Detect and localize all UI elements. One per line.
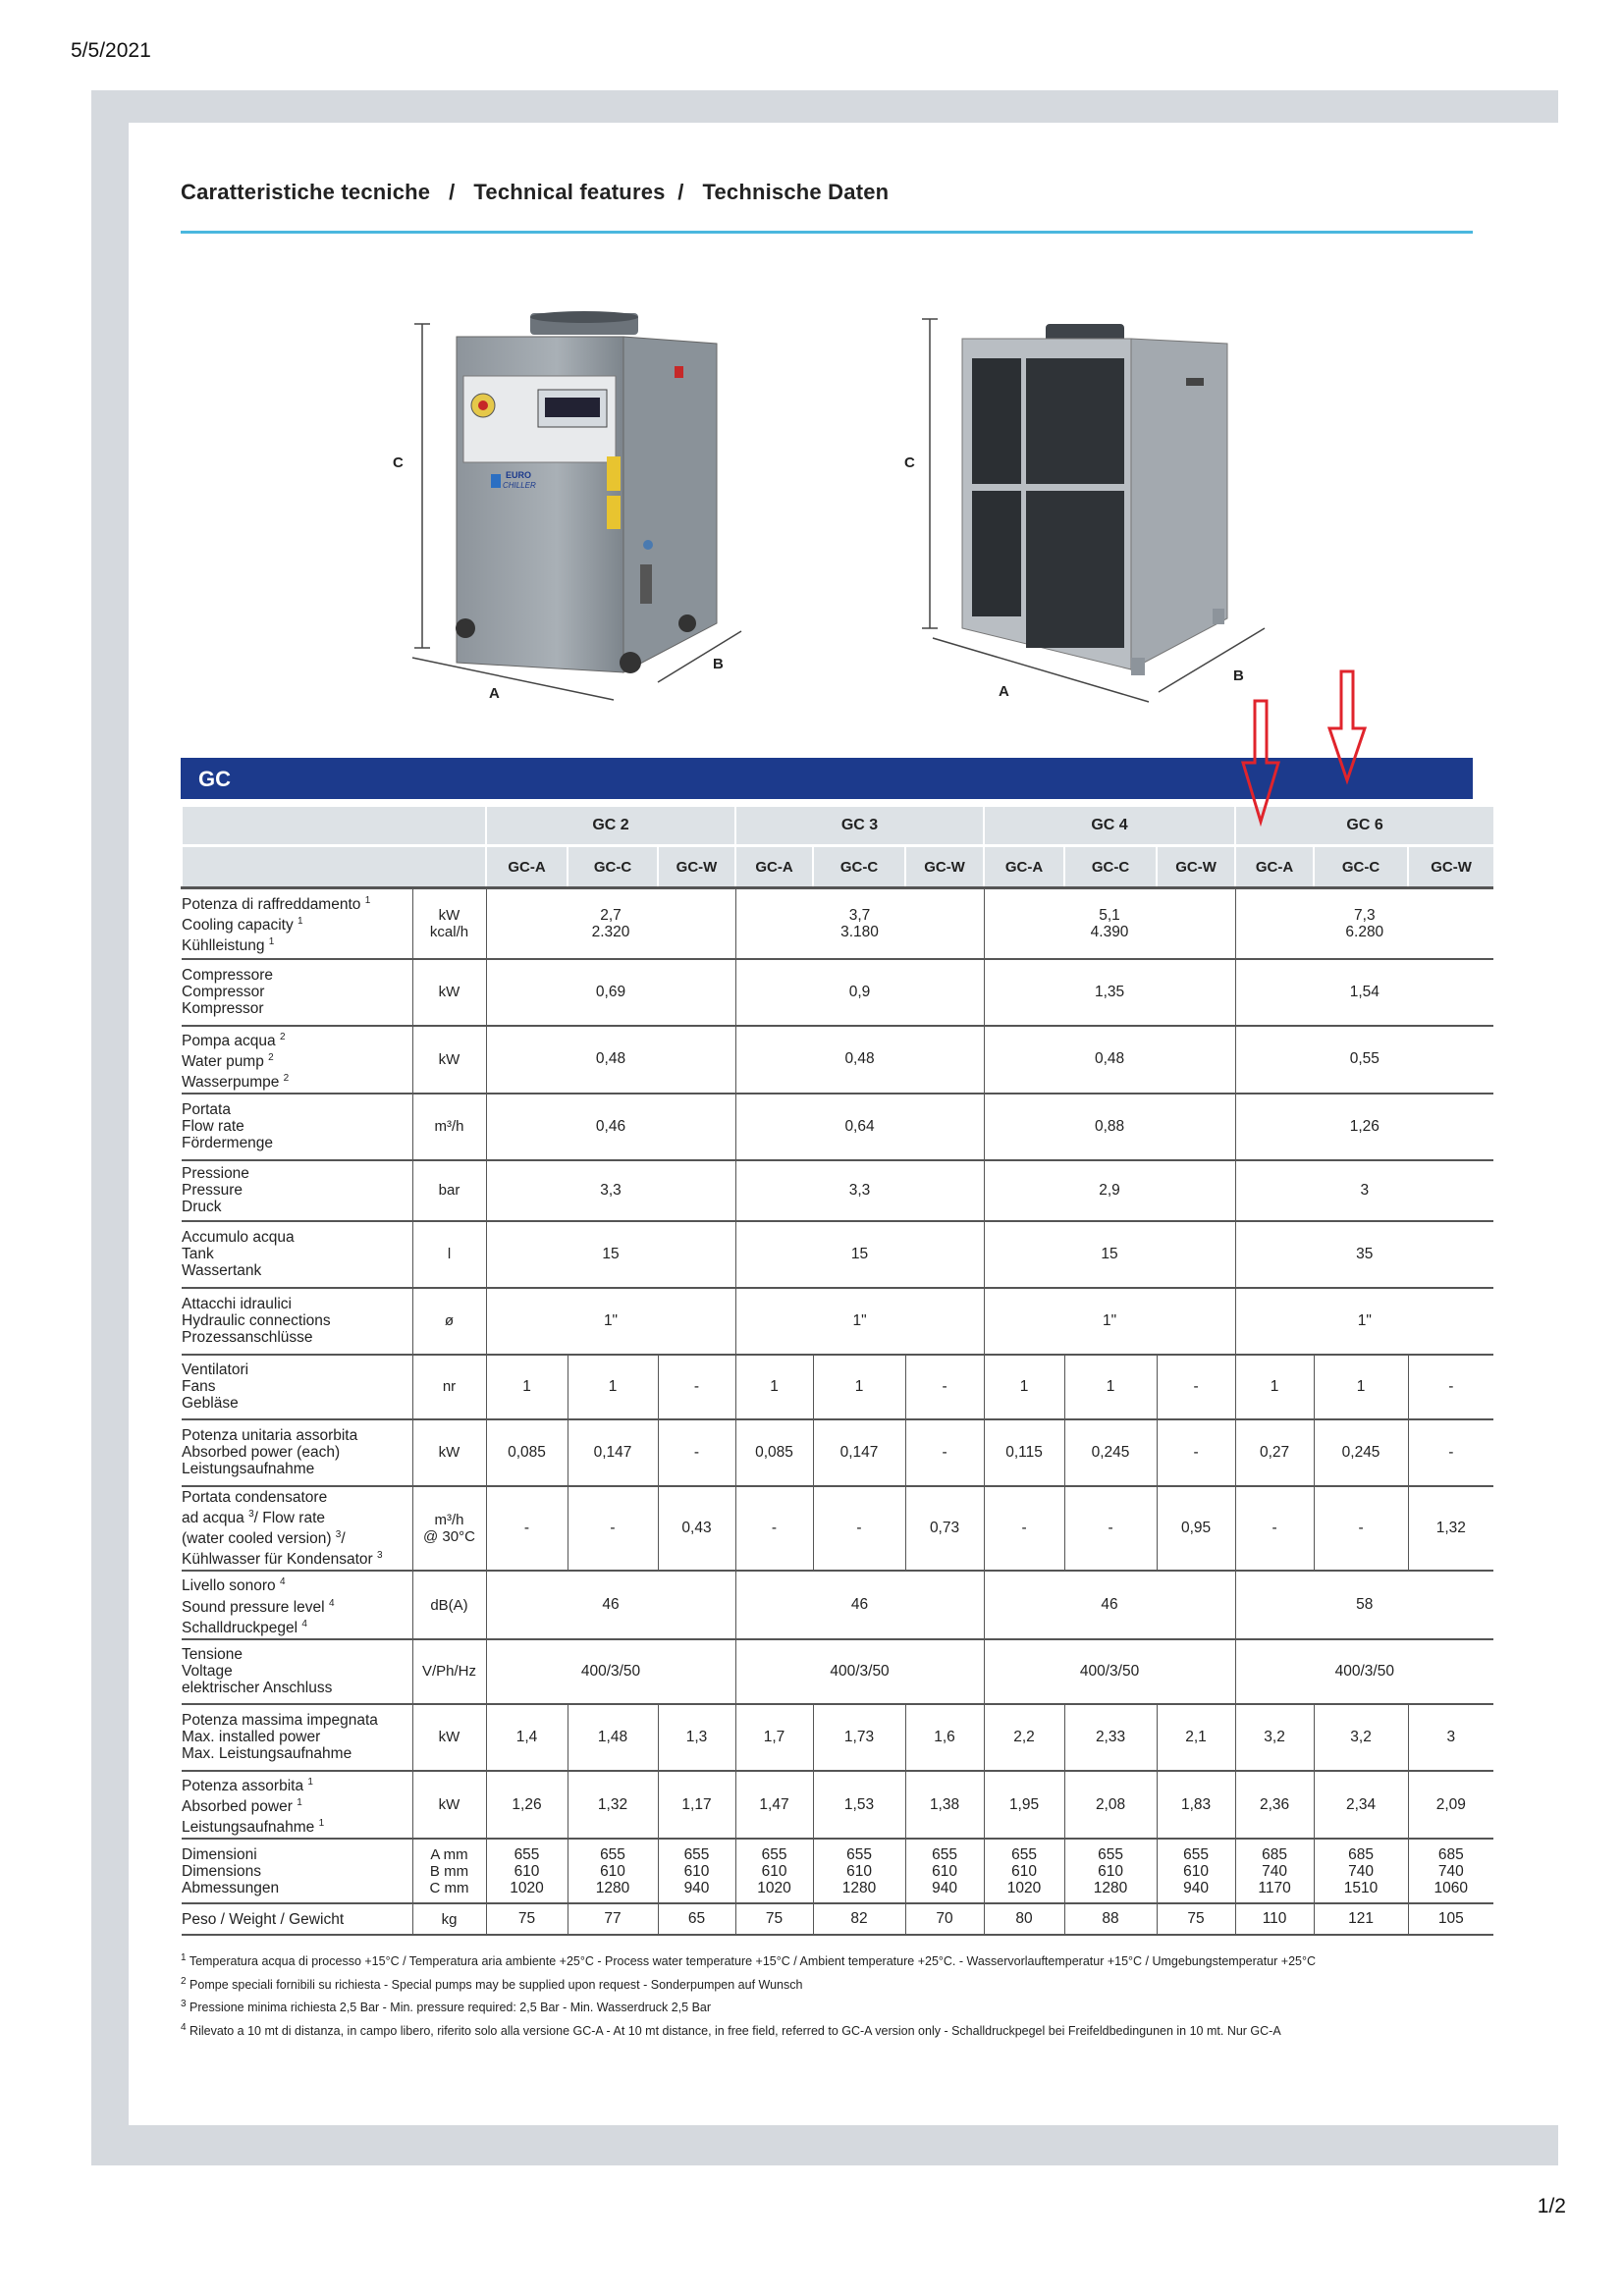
dim-a-right: A <box>999 683 1009 700</box>
value-cell: 7,3 6.280 <box>1235 888 1493 959</box>
spec-row <box>182 959 1493 1026</box>
value-cell: 1,26 <box>486 1771 568 1839</box>
row-unit: kW <box>412 1419 486 1486</box>
value-cell: 2,9 <box>984 1160 1235 1221</box>
value-cell: 655 610 940 <box>905 1839 984 1903</box>
value-cell: 2,09 <box>1408 1771 1493 1839</box>
footnotes <box>181 1949 1487 2042</box>
value-cell: 0,9 <box>735 959 984 1026</box>
value-cell: 685 740 1170 <box>1235 1839 1314 1903</box>
variant-header: GC-W <box>1408 846 1493 888</box>
value-cell: - <box>1157 1355 1235 1419</box>
row-label: Ventilatori Fans Gebläse <box>182 1355 412 1419</box>
value-cell: 0,46 <box>486 1094 735 1160</box>
value-cell: 77 <box>568 1903 658 1935</box>
value-cell: - <box>984 1486 1064 1571</box>
section-title: GC <box>198 767 231 791</box>
spec-row <box>182 1571 1493 1638</box>
chiller-illustration-left <box>393 299 746 712</box>
value-cell: 2,33 <box>1064 1704 1157 1771</box>
value-cell: 0,64 <box>735 1094 984 1160</box>
value-cell: 88 <box>1064 1903 1157 1935</box>
value-cell: 1" <box>1235 1288 1493 1355</box>
footnote: $^4$ Rilevato a 10 mt di distanza, in campo libero, riferito solo alla versione GC-A - At 10 mt distance, in free field, referred to GC-A version only - Schalldruckpegel bei Freifeldbedingunen in 10 mt. Nur GC-A <box>181 2021 1281 2039</box>
value-cell: 3 <box>1235 1160 1493 1221</box>
value-cell: 1,32 <box>1408 1486 1493 1571</box>
value-cell: 1 <box>568 1355 658 1419</box>
spec-row <box>182 1839 1493 1903</box>
value-cell: 400/3/50 <box>486 1639 735 1704</box>
value-cell: 1,32 <box>568 1771 658 1839</box>
red-arrow-icon <box>1241 699 1280 827</box>
svg-text:CHILLER: CHILLER <box>503 481 536 490</box>
row-label: Attacchi idraulici Hydraulic connections Prozessanschlüsse <box>182 1288 412 1355</box>
value-cell: 0,115 <box>984 1419 1064 1486</box>
value-cell: 0,085 <box>735 1419 813 1486</box>
spec-row <box>182 1419 1493 1486</box>
value-cell: 75 <box>735 1903 813 1935</box>
value-cell: 1,26 <box>1235 1094 1493 1160</box>
row-unit: dB(A) <box>412 1571 486 1638</box>
value-cell: 75 <box>1157 1903 1235 1935</box>
value-cell: 0,48 <box>486 1026 735 1094</box>
value-cell: 0,48 <box>984 1026 1235 1094</box>
variant-header: GC-C <box>568 846 658 888</box>
value-cell: 2,1 <box>1157 1704 1235 1771</box>
value-cell: 3,3 <box>486 1160 735 1221</box>
value-cell: 400/3/50 <box>735 1639 984 1704</box>
value-cell: 1" <box>486 1288 735 1355</box>
value-cell: 2,7 2.320 <box>486 888 735 959</box>
value-cell: 3,2 <box>1314 1704 1408 1771</box>
footnote: $^1$ Temperatura acqua di processo +15°C / Temperatura aria ambiente +25°C - Process water temperature +15°C / Ambient temperature +25°C. - Wasservorlauftemperatur +15°C / Umgebungstemperatur +25°C <box>181 1952 1317 1969</box>
variant-header: GC-W <box>905 846 984 888</box>
spec-row <box>182 1355 1493 1419</box>
red-arrow-icon <box>1327 669 1367 785</box>
row-label: Peso / Weight / Gewicht <box>182 1903 412 1935</box>
variant-header: GC-A <box>984 846 1064 888</box>
model-header: GC 2 <box>486 807 735 846</box>
value-cell: 0,48 <box>735 1026 984 1094</box>
value-cell: - <box>658 1355 735 1419</box>
row-label: Tensione Voltage elektrischer Anschluss <box>182 1639 412 1704</box>
value-cell: 1,48 <box>568 1704 658 1771</box>
value-cell: 2,34 <box>1314 1771 1408 1839</box>
variant-header: GC-C <box>1064 846 1157 888</box>
row-unit: A mm B mm C mm <box>412 1839 486 1903</box>
model-header: GC 6 <box>1235 807 1493 846</box>
spec-row <box>182 1771 1493 1839</box>
value-cell: - <box>1408 1419 1493 1486</box>
row-unit: bar <box>412 1160 486 1221</box>
row-label: Potenza di raffreddamento $^1$ Cooling capacity $^1$ Kühlleistung $^1$ <box>182 888 412 959</box>
value-cell: 1,7 <box>735 1704 813 1771</box>
value-cell: 0,73 <box>905 1486 984 1571</box>
row-label: Accumulo acqua Tank Wassertank <box>182 1221 412 1288</box>
row-label: Potenza massima impegnata Max. installed power Max. Leistungsaufnahme <box>182 1704 412 1771</box>
value-cell: 1,73 <box>813 1704 905 1771</box>
row-unit: l <box>412 1221 486 1288</box>
dim-b-right: B <box>1233 667 1244 684</box>
value-cell: 0,88 <box>984 1094 1235 1160</box>
value-cell: 46 <box>735 1571 984 1638</box>
value-cell: - <box>735 1486 813 1571</box>
dim-a-left: A <box>489 685 500 702</box>
value-cell: 655 610 1280 <box>1064 1839 1157 1903</box>
value-cell: 0,085 <box>486 1419 568 1486</box>
value-cell: 15 <box>735 1221 984 1288</box>
row-unit: V/Ph/Hz <box>412 1639 486 1704</box>
value-cell: 0,245 <box>1064 1419 1157 1486</box>
value-cell: 655 610 1280 <box>813 1839 905 1903</box>
value-cell: 3,3 <box>735 1160 984 1221</box>
value-cell: 400/3/50 <box>1235 1639 1493 1704</box>
value-cell: 15 <box>486 1221 735 1288</box>
variant-header: GC-C <box>813 846 905 888</box>
value-cell: 0,43 <box>658 1486 735 1571</box>
value-cell: 400/3/50 <box>984 1639 1235 1704</box>
value-cell: 1,35 <box>984 959 1235 1026</box>
value-cell: 655 610 1280 <box>568 1839 658 1903</box>
value-cell: 1,47 <box>735 1771 813 1839</box>
value-cell: 1 <box>813 1355 905 1419</box>
value-cell: 70 <box>905 1903 984 1935</box>
value-cell: 0,95 <box>1157 1486 1235 1571</box>
value-cell: 3,2 <box>1235 1704 1314 1771</box>
value-cell: 110 <box>1235 1903 1314 1935</box>
variant-header: GC-A <box>1235 846 1314 888</box>
variant-header: GC-A <box>735 846 813 888</box>
chiller-illustration-right <box>913 304 1267 712</box>
row-unit: kW <box>412 959 486 1026</box>
value-cell: 1,4 <box>486 1704 568 1771</box>
value-cell: 35 <box>1235 1221 1493 1288</box>
page-title: Caratteristiche tecniche / Technical features / Technische Daten <box>181 180 890 204</box>
value-cell: 0,69 <box>486 959 735 1026</box>
row-label: Pressione Pressure Druck <box>182 1160 412 1221</box>
value-cell: 46 <box>984 1571 1235 1638</box>
spec-row <box>182 1288 1493 1355</box>
dim-b-left: B <box>713 656 724 672</box>
value-cell: 1,3 <box>658 1704 735 1771</box>
value-cell: - <box>658 1419 735 1486</box>
value-cell: 0,55 <box>1235 1026 1493 1094</box>
spec-row <box>182 1704 1493 1771</box>
value-cell: 2,2 <box>984 1704 1064 1771</box>
variant-header: GC-W <box>658 846 735 888</box>
value-cell: 105 <box>1408 1903 1493 1935</box>
value-cell: 5,1 4.390 <box>984 888 1235 959</box>
row-label: Portata condensatore ad acqua $^3$/ Flow rate (water cooled version) $^3$/ Kühlwasser für Kondensator $^3$ <box>182 1486 412 1571</box>
row-unit: m³/h <box>412 1094 486 1160</box>
row-unit: ø <box>412 1288 486 1355</box>
spec-row <box>182 1639 1493 1704</box>
row-unit: m³/h @ 30°C <box>412 1486 486 1571</box>
value-cell: 80 <box>984 1903 1064 1935</box>
row-label: Compressore Compressor Kompressor <box>182 959 412 1026</box>
row-label: Dimensioni Dimensions Abmessungen <box>182 1839 412 1903</box>
value-cell: 1 <box>735 1355 813 1419</box>
value-cell: 655 610 1020 <box>735 1839 813 1903</box>
row-unit: kW <box>412 1026 486 1094</box>
value-cell: 1" <box>984 1288 1235 1355</box>
value-cell: 0,147 <box>813 1419 905 1486</box>
value-cell: 75 <box>486 1903 568 1935</box>
value-cell: 1,95 <box>984 1771 1064 1839</box>
svg-text:EURO: EURO <box>506 470 532 480</box>
row-unit: kg <box>412 1903 486 1935</box>
value-cell: - <box>486 1486 568 1571</box>
value-cell: - <box>1408 1355 1493 1419</box>
value-cell: 3,7 3.180 <box>735 888 984 959</box>
value-cell: 1 <box>984 1355 1064 1419</box>
value-cell: - <box>1157 1419 1235 1486</box>
value-cell: 1,6 <box>905 1704 984 1771</box>
value-cell: 2,08 <box>1064 1771 1157 1839</box>
spec-row <box>182 1160 1493 1221</box>
title-underline <box>181 231 1473 234</box>
value-cell: 65 <box>658 1903 735 1935</box>
value-cell: 1 <box>1064 1355 1157 1419</box>
spec-table <box>181 807 1493 1936</box>
value-cell: 1,53 <box>813 1771 905 1839</box>
value-cell: 3 <box>1408 1704 1493 1771</box>
value-cell: - <box>905 1355 984 1419</box>
value-cell: 1 <box>1314 1355 1408 1419</box>
spec-row <box>182 1486 1493 1571</box>
row-unit: kW <box>412 1704 486 1771</box>
header-corner <box>182 846 486 888</box>
row-unit: kW kcal/h <box>412 888 486 959</box>
value-cell: 1" <box>735 1288 984 1355</box>
page-number: 1/2 <box>1537 2195 1566 2217</box>
row-label: Portata Flow rate Fördermenge <box>182 1094 412 1160</box>
footnote: $^3$ Pressione minima richiesta 2,5 Bar - Min. pressure required: 2,5 Bar - Min. Wasserdruck 2,5 Bar <box>181 1999 712 2015</box>
value-cell: 655 610 1020 <box>984 1839 1064 1903</box>
value-cell: 655 610 940 <box>658 1839 735 1903</box>
spec-row <box>182 888 1493 959</box>
value-cell: 82 <box>813 1903 905 1935</box>
variant-header: GC-C <box>1314 846 1408 888</box>
value-cell: 1,54 <box>1235 959 1493 1026</box>
value-cell: 655 610 940 <box>1157 1839 1235 1903</box>
variant-header: GC-A <box>486 846 568 888</box>
dim-c-left: C <box>393 454 404 471</box>
value-cell: 1,17 <box>658 1771 735 1839</box>
value-cell: 1,38 <box>905 1771 984 1839</box>
value-cell: - <box>813 1486 905 1571</box>
value-cell: 0,245 <box>1314 1419 1408 1486</box>
model-header: GC 4 <box>984 807 1235 846</box>
spec-row <box>182 1903 1493 1935</box>
header-corner <box>182 807 486 846</box>
print-date: 5/5/2021 <box>71 39 151 62</box>
value-cell: 2,36 <box>1235 1771 1314 1839</box>
variant-header: GC-W <box>1157 846 1235 888</box>
value-cell: - <box>1235 1486 1314 1571</box>
model-header: GC 3 <box>735 807 984 846</box>
row-label: Potenza assorbita $^1$ Absorbed power $^1$ Leistungsaufnahme $^1$ <box>182 1771 412 1839</box>
value-cell: 1 <box>1235 1355 1314 1419</box>
row-unit: kW <box>412 1771 486 1839</box>
value-cell: 0,27 <box>1235 1419 1314 1486</box>
value-cell: 0,147 <box>568 1419 658 1486</box>
row-label: Pompa acqua $^2$ Water pump $^2$ Wasserpumpe $^2$ <box>182 1026 412 1094</box>
dim-c-right: C <box>904 454 915 471</box>
spec-row <box>182 1026 1493 1094</box>
value-cell: - <box>905 1419 984 1486</box>
value-cell: 685 740 1510 <box>1314 1839 1408 1903</box>
value-cell: 46 <box>486 1571 735 1638</box>
row-label: Potenza unitaria assorbita Absorbed power (each) Leistungsaufnahme <box>182 1419 412 1486</box>
spec-row <box>182 1094 1493 1160</box>
value-cell: 1 <box>486 1355 568 1419</box>
value-cell: - <box>1314 1486 1408 1571</box>
value-cell: 655 610 1020 <box>486 1839 568 1903</box>
value-cell: - <box>1064 1486 1157 1571</box>
footnote: $^2$ Pompe speciali fornibili su richiesta - Special pumps may be supplied upon request - Sonderpumpen auf Wunsch <box>181 1975 803 1992</box>
row-unit: nr <box>412 1355 486 1419</box>
value-cell: 121 <box>1314 1903 1408 1935</box>
row-label: Livello sonoro $^4$ Sound pressure level $^4$ Schalldruckpegel $^4$ <box>182 1571 412 1638</box>
value-cell: - <box>568 1486 658 1571</box>
value-cell: 15 <box>984 1221 1235 1288</box>
value-cell: 685 740 1060 <box>1408 1839 1493 1903</box>
value-cell: 1,83 <box>1157 1771 1235 1839</box>
spec-row <box>182 1221 1493 1288</box>
value-cell: 58 <box>1235 1571 1493 1638</box>
